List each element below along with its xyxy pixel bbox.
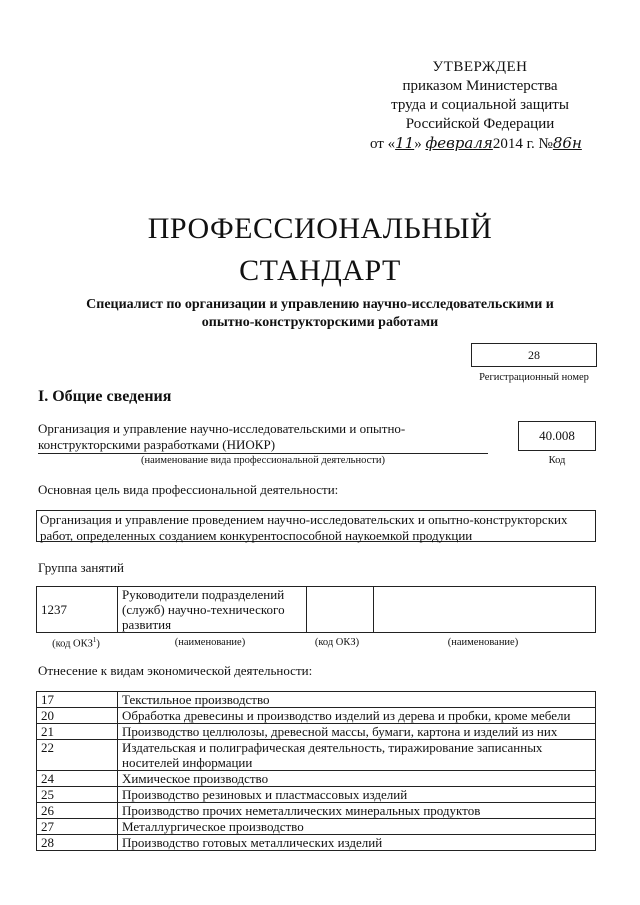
econ-activity-name: Издательская и полиграфическая деятельность, тиражирование записанных носителей информации xyxy=(118,740,596,771)
handwritten-month: февраля xyxy=(425,134,493,152)
econ-activity-code: 21 xyxy=(37,724,118,740)
caption-name-2: (наименование) xyxy=(447,636,519,648)
econ-activity-row xyxy=(37,787,596,803)
caption-name: (наименование) xyxy=(174,636,246,648)
occupation-code: 1237 xyxy=(37,587,118,633)
registration-number-box: 28 xyxy=(471,343,597,367)
document-subtitle: Специалист по организации и управлению научно-исследовательскими и опытно-конструкторскими работами xyxy=(86,297,554,330)
econ-activity-row xyxy=(37,740,596,771)
occupation-captions xyxy=(36,634,596,651)
econ-activity-table xyxy=(36,691,596,851)
activity-code-label: Код xyxy=(548,455,566,466)
econ-activity-label: Отнесение к видам экономической деятельности: xyxy=(38,663,313,678)
econ-activity-name: Производство прочих неметаллических минеральных продуктов xyxy=(118,803,596,819)
occupation-group-label: Группа занятий xyxy=(38,560,124,575)
econ-activity-code: 22 xyxy=(37,740,118,771)
econ-activity-name: Производство резиновых и пластмассовых изделий xyxy=(118,787,596,803)
approval-line: Российской Федерации xyxy=(405,116,555,132)
econ-activity-row xyxy=(37,692,596,708)
occupation-code-2 xyxy=(307,587,374,633)
caption-okz-code: (код ОКЗ$^1$) xyxy=(52,636,100,650)
econ-activity-name: Обработка древесины и производство изделий из дерева и пробки, кроме мебели xyxy=(118,708,596,724)
econ-activity-name: Производство целлюлозы, древесной массы, бумаги, картона и изделий из них xyxy=(118,724,596,740)
approval-block xyxy=(360,58,600,154)
goal-label: Основная цель вида профессиональной деятельности: xyxy=(38,482,339,497)
econ-activity-code: 27 xyxy=(37,819,118,835)
approval-date: от «11» февраля2014 г. №86н xyxy=(370,134,582,152)
activity-name: Организация и управление научно-исследовательскими и опытно- конструкторскими разработками (НИОКР) xyxy=(38,421,406,452)
econ-activity-code: 17 xyxy=(37,692,118,708)
econ-activity-code: 26 xyxy=(37,803,118,819)
econ-activity-name: Текстильное производство xyxy=(118,692,596,708)
activity-code-box: 40.008 xyxy=(518,421,596,451)
registration-number-label: Регистрационный номер xyxy=(479,372,589,383)
econ-activity-name: Производство готовых металлических изделий xyxy=(118,835,596,851)
approval-line: труда и социальной защиты xyxy=(391,97,569,113)
econ-activity-code: 20 xyxy=(37,708,118,724)
econ-activity-row xyxy=(37,803,596,819)
occupation-name-2 xyxy=(374,587,596,633)
activity-caption: (наименование вида профессиональной деятельности) xyxy=(141,455,385,466)
handwritten-day: 11 xyxy=(395,134,415,152)
section-heading: I. Общие сведения xyxy=(38,388,172,405)
activity-underline xyxy=(38,453,488,454)
handwritten-number: 86н xyxy=(552,134,582,152)
econ-activity-row xyxy=(37,819,596,835)
econ-activity-row xyxy=(37,835,596,851)
approval-title: УТВЕРЖДЕН xyxy=(432,59,528,75)
econ-activity-name: Металлургическое производство xyxy=(118,819,596,835)
econ-activity-row xyxy=(37,724,596,740)
occupation-name: Руководители подразделений (служб) научно-технического развития xyxy=(118,587,307,633)
goal-box: Организация и управление проведением научно-исследовательских и опытно-конструкторских работ, определенных созданием конкурентоспособной наукоемкой продукции xyxy=(36,510,596,542)
econ-activity-code: 25 xyxy=(37,787,118,803)
caption-okz-code-2: (код ОКЗ) xyxy=(314,636,360,648)
econ-activity-row xyxy=(37,771,596,787)
econ-activity-code: 24 xyxy=(37,771,118,787)
econ-activity-row xyxy=(37,708,596,724)
occupation-table xyxy=(36,586,596,633)
approval-line: приказом Министерства xyxy=(402,78,558,94)
econ-activity-code: 28 xyxy=(37,835,118,851)
econ-activity-name: Химическое производство xyxy=(118,771,596,787)
document-title: ПРОФЕССИОНАЛЬНЫЙ СТАНДАРТ xyxy=(147,212,493,287)
